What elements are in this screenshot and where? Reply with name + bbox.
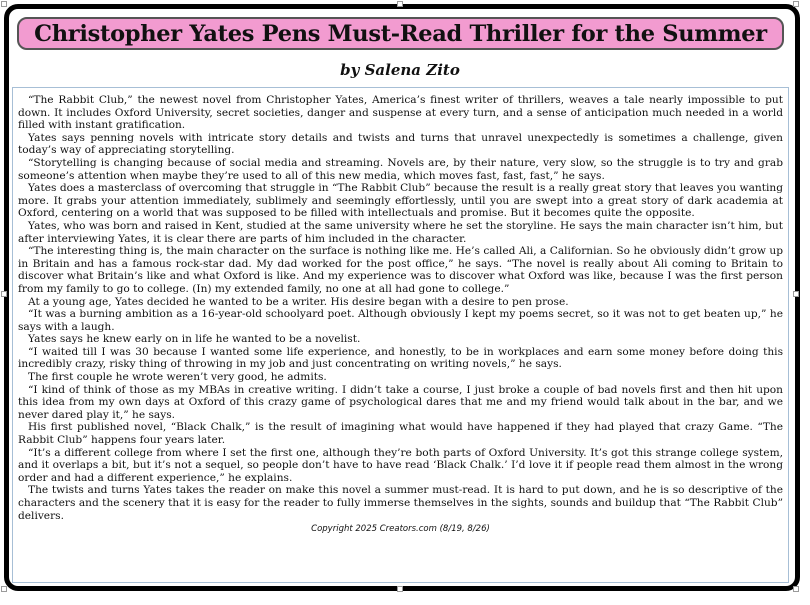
copyright-notice: Copyright 2025 Creators.com (8/19, 8/26) xyxy=(311,524,490,535)
resize-handle-middle-left[interactable] xyxy=(1,291,7,297)
paragraph: Yates says penning novels with intricate story details and twists and turns that unravel unexpectedly is sometimes a challenge, given today’s way of appreciating storytelling. xyxy=(18,131,783,157)
paragraph: “The interesting thing is, the main character on the surface is nothing like me. He’s called Ali, a Californian. So he obviously didn’t grow up in Britain and has a famous rock-star dad. My dad worked for the post office,” he says. “The novel is really about Ali coming to Britain to discover what Britain’s like and what Oxford is like. And my experience was to discover what Oxford was like, because I was the first person from my family to go to college. (In) my extended family, no one at all had gone to college.” xyxy=(18,245,783,295)
paragraph: Yates says he knew early on in life he wanted to be a novelist. xyxy=(28,333,361,346)
byline: by Salena Zito xyxy=(340,61,460,79)
paragraph: Yates does a masterclass of overcoming that struggle in “The Rabbit Club” because the result is a really great story that leaves you wanting more. It grabs your attention immediately, sublimely and seemingly effortlessly, until you are swept into a great story of dark academia at Oxford, centering on a world that was supposed to be filled with intellectuals and promise. But it becomes quite the opposite. xyxy=(18,182,783,220)
paragraph: The twists and turns Yates takes the reader on make this novel a summer must-read. It is hard to put down, and he is so descriptive of the characters and the scenery that it is easy for the reader to fully immerse themselves in the sights, sounds and buildup that “The Rabbit Club” delivers. xyxy=(18,484,783,522)
resize-handle-bottom-right[interactable] xyxy=(793,586,799,592)
paragraph: “Storytelling is changing because of social media and streaming. Novels are, by their nature, very slow, so the struggle is to try and grab someone’s attention when maybe they’re used to all of this new media, which moves fast, fast, fast,” he says. xyxy=(18,156,783,182)
resize-handle-bottom-center[interactable] xyxy=(397,586,403,592)
paragraph: “It was a burning ambition as a 16-year-old schoolyard poet. Although obviously I kept my poems secret, so it was not to get beaten up,” he says with a laugh. xyxy=(18,308,783,333)
resize-handle-bottom-left[interactable] xyxy=(1,586,7,592)
resize-handle-middle-right[interactable] xyxy=(793,291,799,297)
paragraph: Yates, who was born and raised in Kent, studied at the same university where he set the storyline. He says the main character isn’t him, but after interviewing Yates, it is clear there are parts of him included in the character. xyxy=(18,219,783,245)
paragraph: At a young age, Yates decided he wanted to be a writer. His desire began with a desire to pen prose. xyxy=(28,295,569,308)
headline-banner xyxy=(17,17,784,50)
paragraph: His first published novel, “Black Chalk,” is the result of imagining what would have happened if they had played that crazy Game. “The Rabbit Club” happens four years later. xyxy=(18,421,783,447)
paragraph: “The Rabbit Club,” the newest novel from Christopher Yates, America’s finest writer of thrillers, weaves a tale nearly impossible to put down. It includes Oxford University, secret societies, danger and suspense at every turn, and a sense of anticipation much needed in a world filled with instant gratification. xyxy=(18,94,783,132)
headline: Christopher Yates Pens Must-Read Thriller for the Summer xyxy=(34,20,767,47)
paragraph: “It’s a different college from where I set the first one, although they’re both parts of Oxford University. It’s got this strange college system, and it overlaps a bit, but it’s not a sequel, so people don’t have to have read ‘Black Chalk.’ I’d love it if people read them almost in the wrong order and had a different experience,” he explains. xyxy=(18,446,783,484)
paragraph: “I kind of think of those as my MBAs in creative writing. I didn’t take a course, I just broke a couple of bad novels first and then hit upon this idea from my own days at Oxford of this crazy game of psychological dares that me and my friend would talk about in the bar, and we never dared play it,” he says. xyxy=(18,383,783,421)
page-frame xyxy=(4,4,800,591)
article-body xyxy=(18,94,783,522)
paragraph: The first couple he wrote weren’t very good, he admits. xyxy=(28,371,327,384)
resize-handle-top-right[interactable] xyxy=(793,1,799,7)
resize-handle-top-left[interactable] xyxy=(1,1,7,7)
resize-handle-top-center[interactable] xyxy=(397,1,403,7)
article-text-box[interactable] xyxy=(12,87,789,583)
paragraph: “I waited till I was 30 because I wanted some life experience, and honestly, to be in workplaces and earn some money before doing this incredibly crazy, risky thing of throwing in my job and just concentrating on writing novels,” he says. xyxy=(18,345,783,371)
